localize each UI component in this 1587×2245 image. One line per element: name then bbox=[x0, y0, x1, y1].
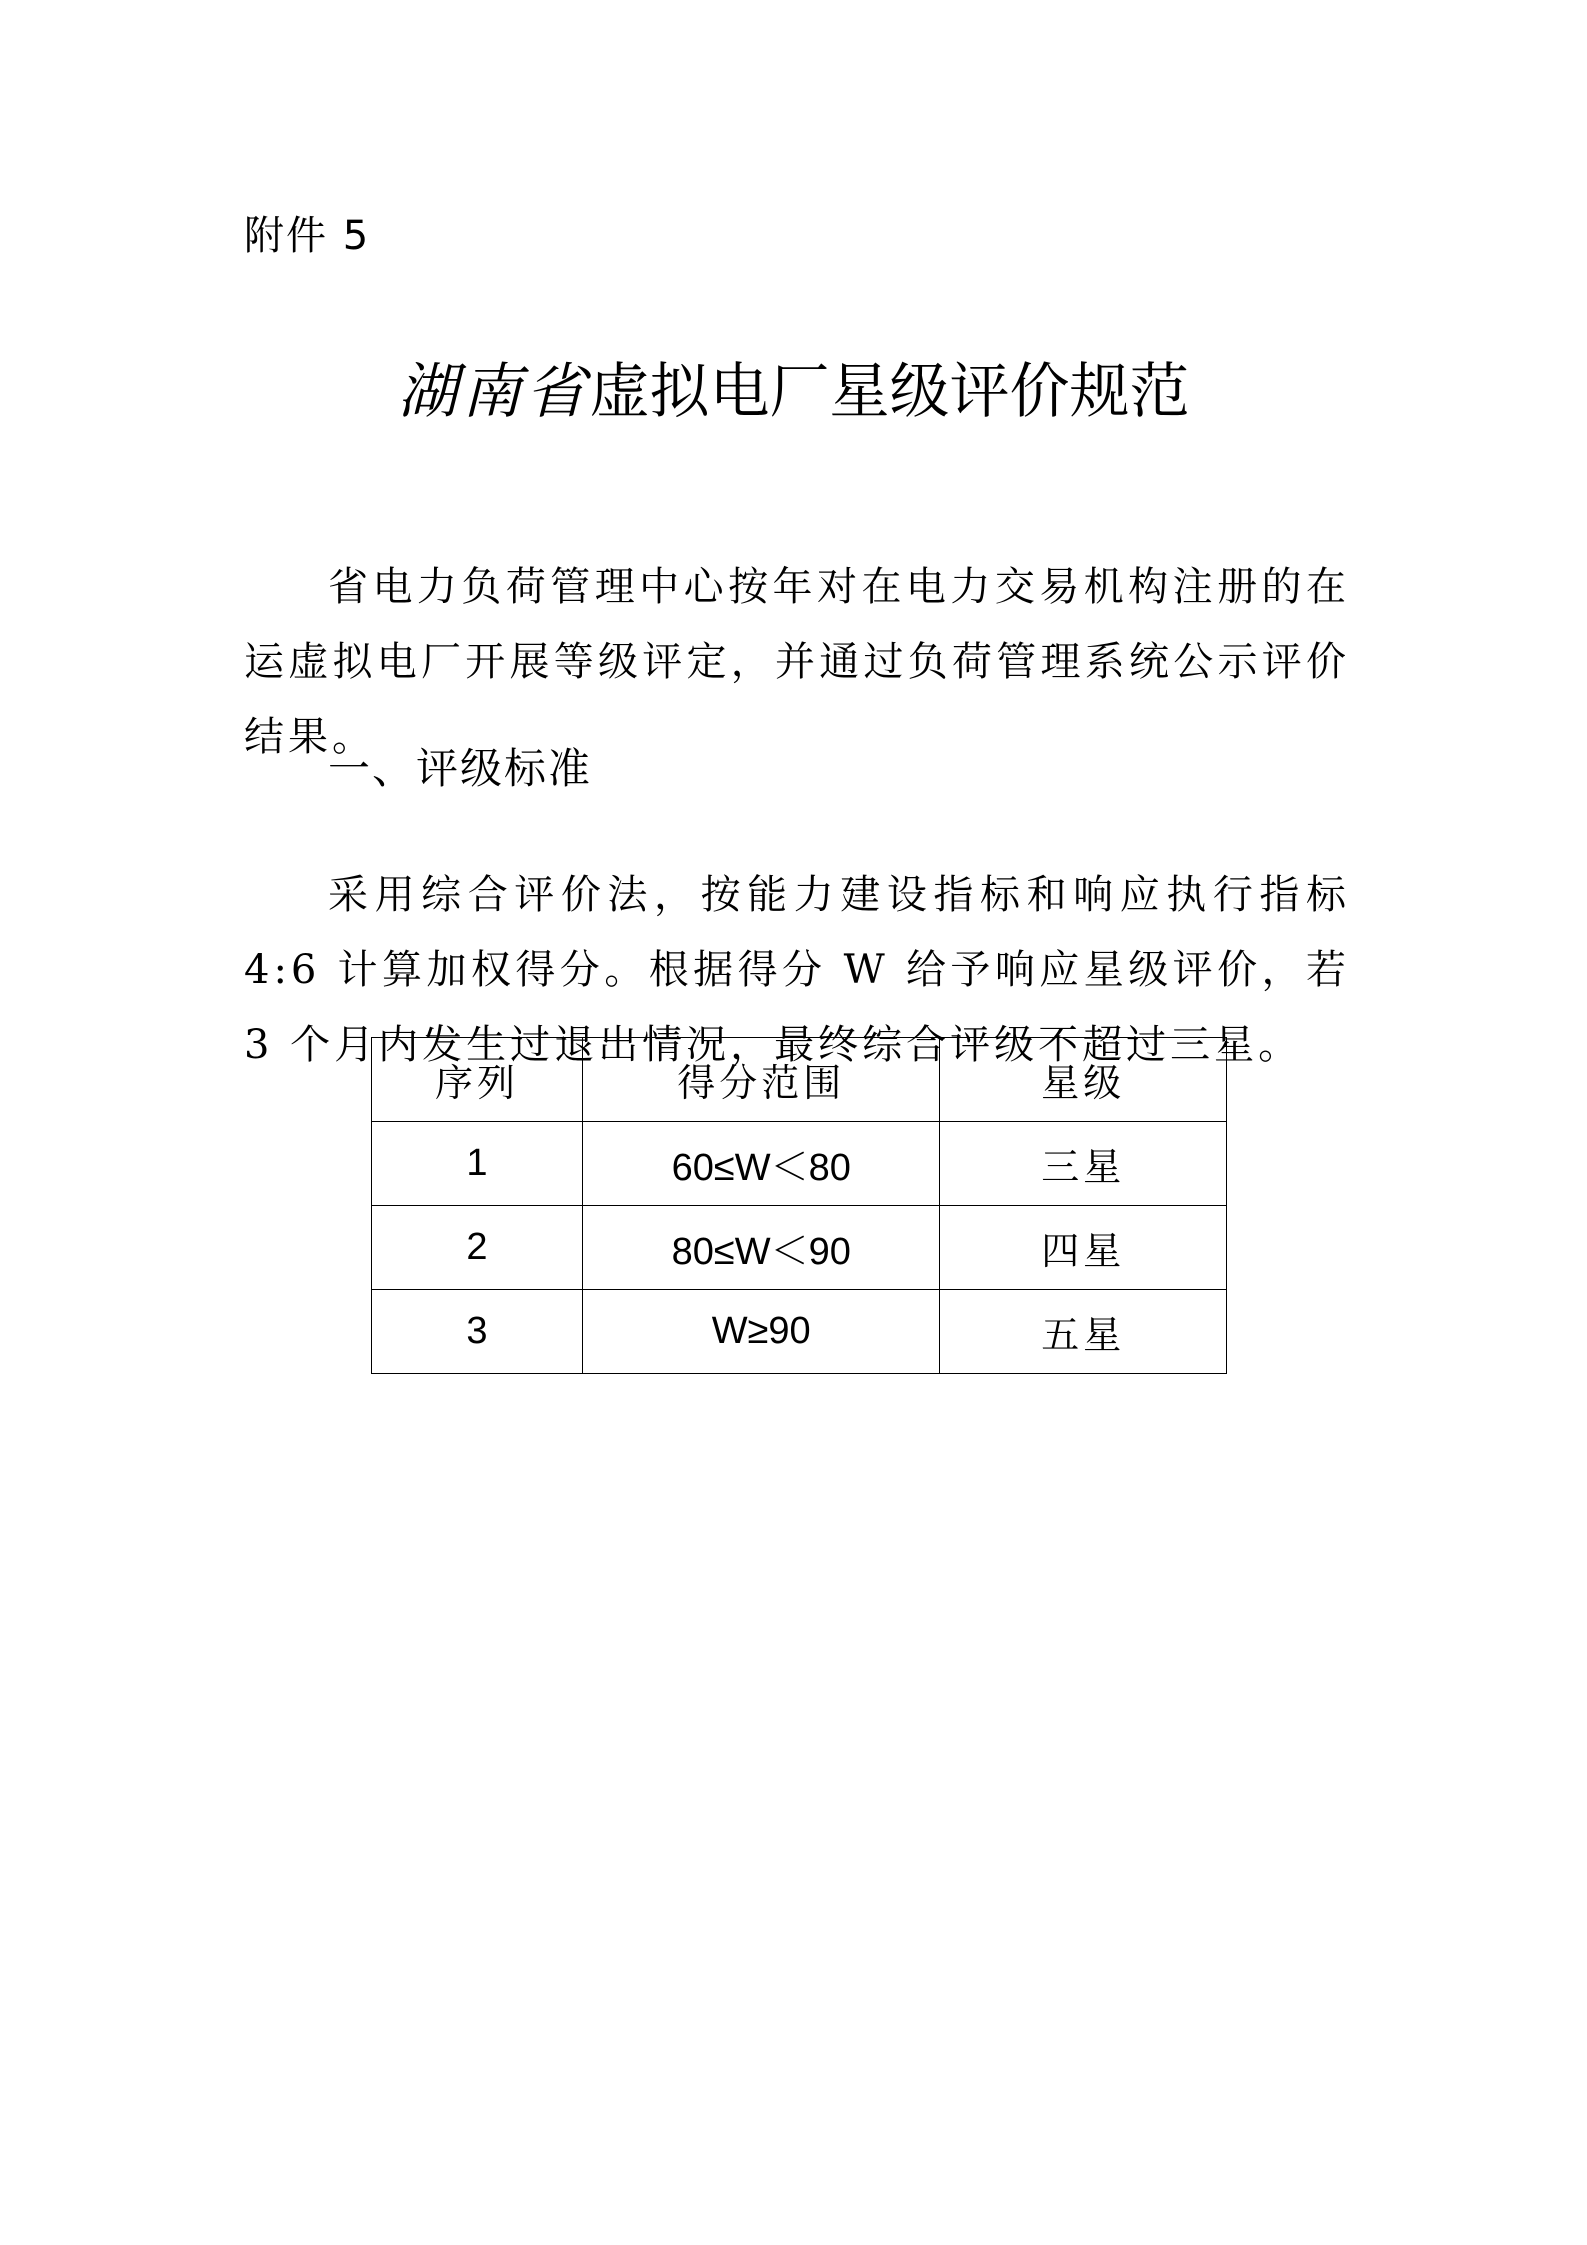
row-star-level: 三星 bbox=[940, 1122, 1227, 1206]
header-score-range: 得分范围 bbox=[582, 1038, 939, 1122]
row-score-range: 80≤W＜90 bbox=[582, 1206, 939, 1290]
row-index: 1 bbox=[372, 1122, 583, 1206]
document-title bbox=[0, 352, 1587, 432]
row-score-range: W≥90 bbox=[582, 1290, 939, 1374]
method-paragraph: 采用综合评价法，按能力建设指标和响应执行指标 4:6 计算加权得分。根据得分 W 给予响应星级评价，若 3 个月内发生过退出情况，最终综合评级不超过三星。 bbox=[244, 872, 1350, 1068]
table-row bbox=[372, 1290, 1227, 1374]
row-star-level: 四星 bbox=[940, 1206, 1227, 1290]
table-row bbox=[372, 1122, 1227, 1206]
grade-table bbox=[371, 1037, 1227, 1374]
section-heading: 一、评级标准 bbox=[328, 744, 593, 793]
title-prefix: 湖南省 bbox=[397, 357, 590, 427]
row-index: 2 bbox=[372, 1206, 583, 1290]
table-row bbox=[372, 1206, 1227, 1290]
title-main: 虚拟电厂星级评价规范 bbox=[589, 357, 1190, 427]
header-index: 序列 bbox=[372, 1038, 583, 1122]
table-header-row bbox=[372, 1038, 1227, 1122]
intro-paragraph: 省电力负荷管理中心按年对在电力交易机构注册的在运虚拟电厂开展等级评定，并通过负荷管理系统公示评价结果。 bbox=[244, 564, 1350, 760]
row-star-level: 五星 bbox=[940, 1290, 1227, 1374]
row-score-range: 60≤W＜80 bbox=[582, 1122, 939, 1206]
header-star-level: 星级 bbox=[940, 1038, 1227, 1122]
attachment-label: 附件 5 bbox=[244, 213, 371, 259]
row-index: 3 bbox=[372, 1290, 583, 1374]
